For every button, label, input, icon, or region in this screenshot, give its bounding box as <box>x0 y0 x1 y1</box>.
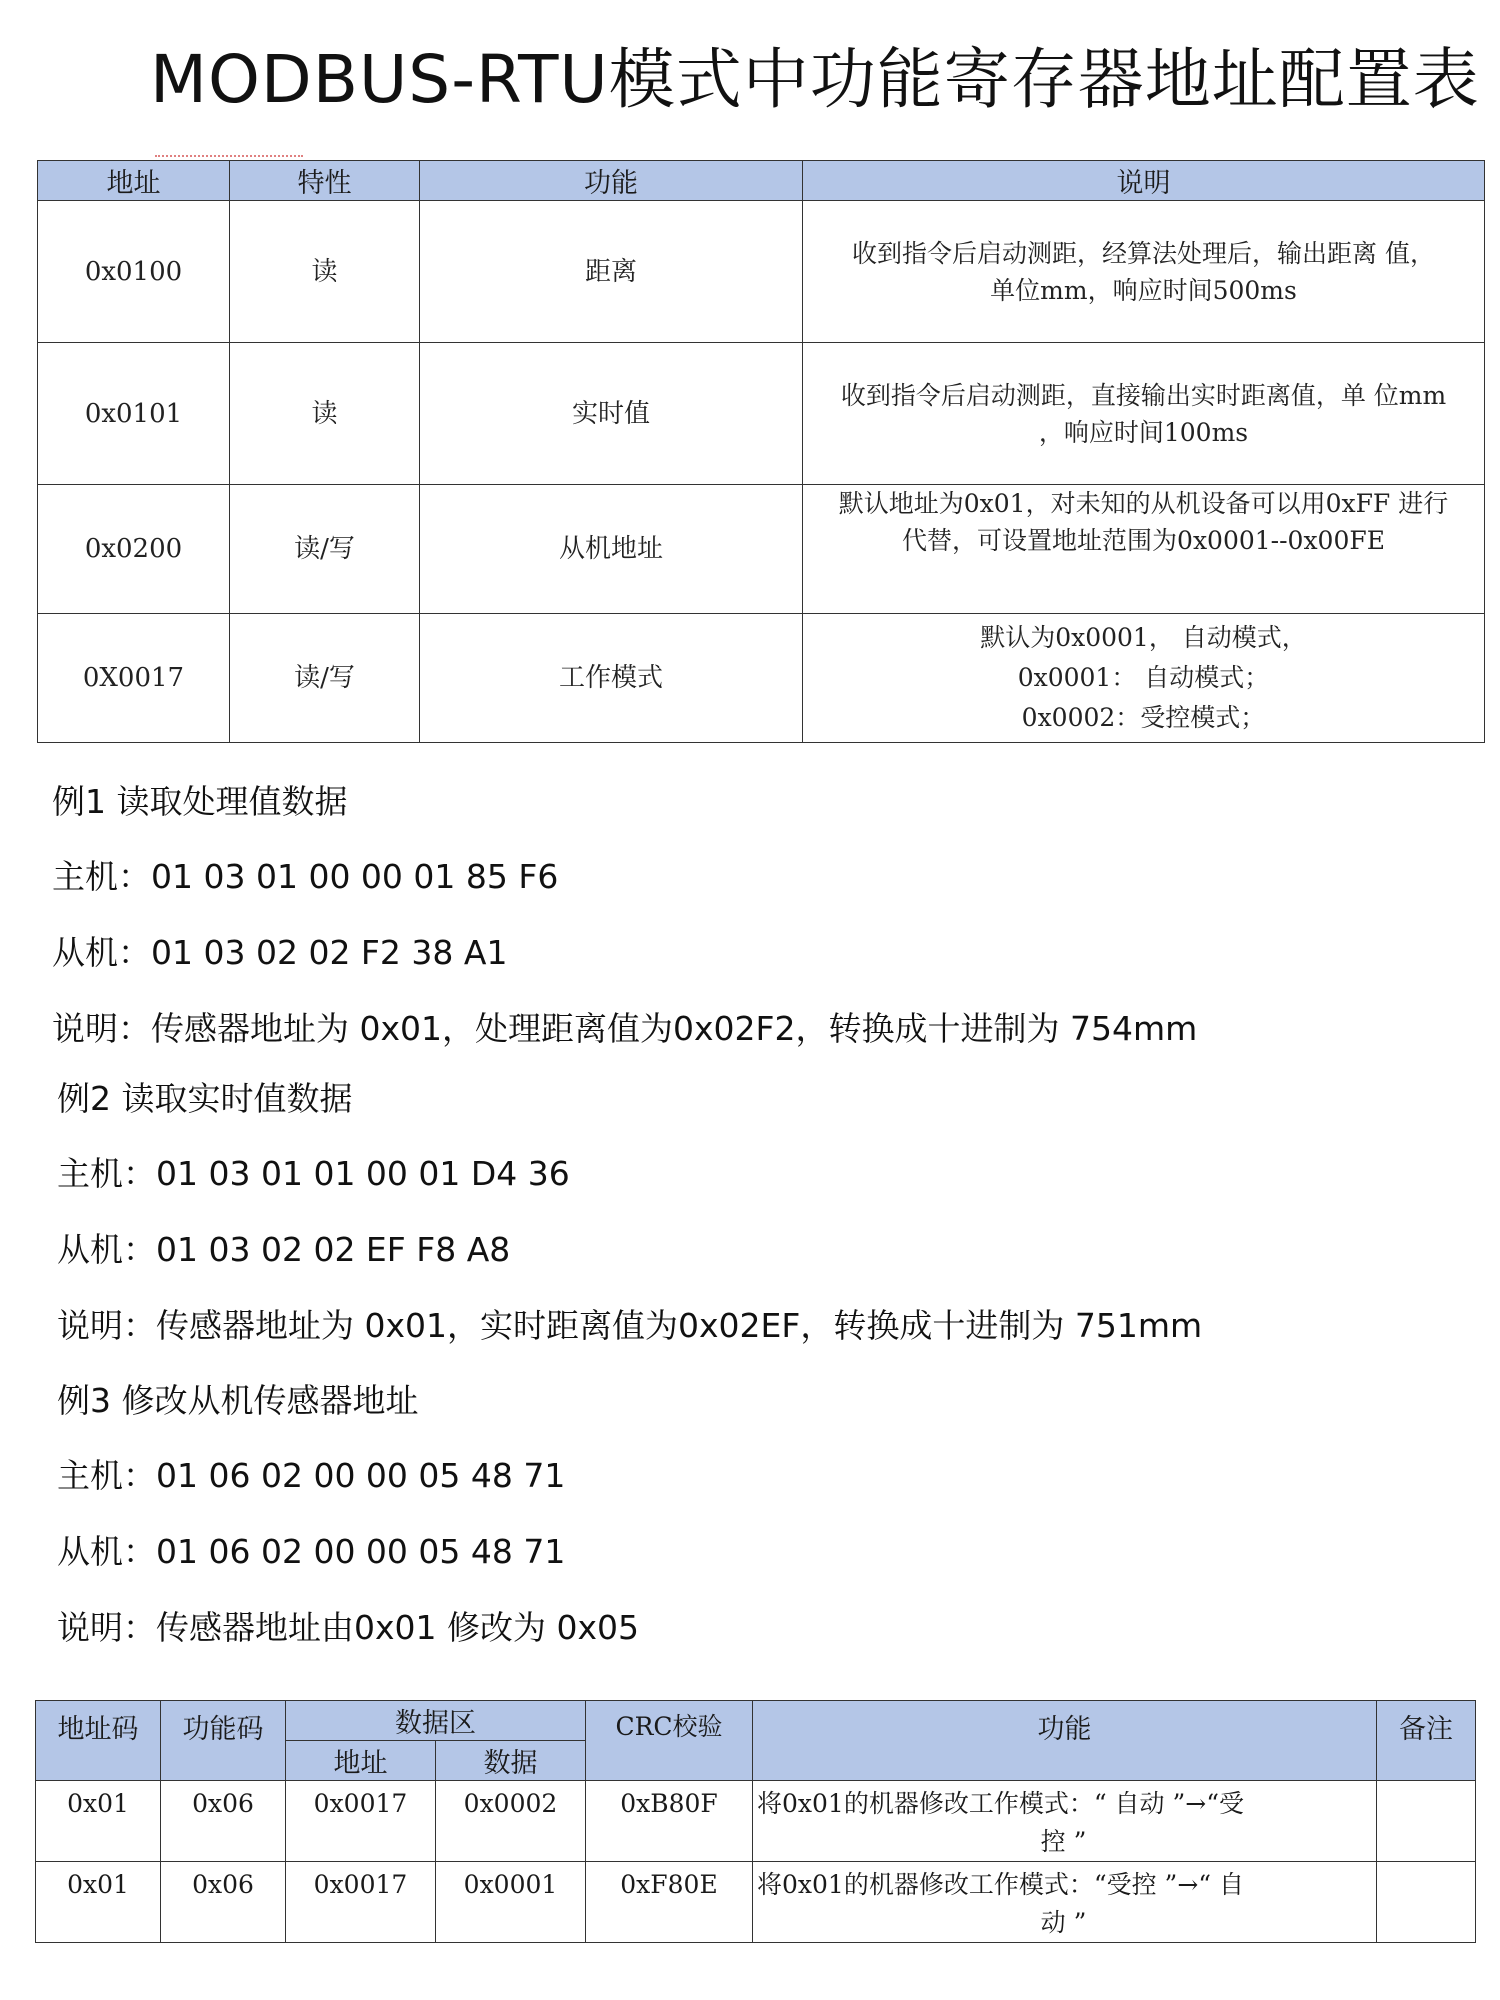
cell-address: 0x0200 <box>38 485 230 614</box>
example-3-master: 主机：01 06 02 00 00 05 48 71 <box>57 1456 566 1495</box>
cell-function-code: 0x06 <box>161 1781 286 1862</box>
cell-address: 0x0101 <box>38 343 230 485</box>
example-2-slave: 从机：01 03 02 02 EF F8 A8 <box>57 1230 511 1269</box>
cell-address-code: 0x01 <box>36 1862 161 1943</box>
table-row <box>36 1781 1476 1862</box>
cell-remark <box>1377 1781 1476 1862</box>
description-line: 代替，可设置地址范围为0x0001--0x00FE <box>902 526 1385 555</box>
example-2-note: 说明：传感器地址为 0x01，实时距离值为0x02EF，转换成十进制为 751mm <box>57 1306 1203 1345</box>
cell-function: 距离 <box>420 201 803 343</box>
example-2-master: 主机：01 03 01 01 00 01 D4 36 <box>57 1154 570 1193</box>
table-row <box>36 1862 1476 1943</box>
table-row <box>38 343 1485 485</box>
cell-description <box>803 614 1485 743</box>
header-attribute: 特性 <box>230 161 420 201</box>
header-function-code: 功能码 <box>161 1701 286 1781</box>
function-line: 控 ” <box>1040 1827 1087 1856</box>
example-3-slave: 从机：01 06 02 00 00 05 48 71 <box>57 1532 566 1571</box>
header-function: 功能 <box>420 161 803 201</box>
page-title: MODBUS-RTU模式中功能寄存器地址配置表 <box>150 41 1480 118</box>
cell-address-code: 0x01 <box>36 1781 161 1862</box>
header-description: 说明 <box>803 161 1485 201</box>
header-crc: CRC校验 <box>586 1701 753 1781</box>
cell-crc: 0xB80F <box>586 1781 753 1862</box>
cell-attribute: 读/写 <box>230 485 420 614</box>
cell-description <box>803 343 1485 485</box>
cell-function <box>753 1862 1377 1943</box>
cell-address: 0x0017 <box>286 1862 436 1943</box>
command-table-header <box>36 1701 1476 1741</box>
register-table <box>37 160 1485 743</box>
cell-function: 从机地址 <box>420 485 803 614</box>
header-sub-address: 地址 <box>286 1741 436 1781</box>
dotted-underline <box>155 155 303 157</box>
table-row <box>38 201 1485 343</box>
description-line: 默认为0x0001， 自动模式， <box>980 623 1307 652</box>
description-line: 0x0001： 自动模式； <box>1017 663 1270 692</box>
description-line: 收到指令后启动测距，直接输出实时距离值，单 位mm <box>840 380 1447 410</box>
example-2-title: 例2 读取实时值数据 <box>57 1079 353 1118</box>
example-1-master: 主机：01 03 01 00 00 01 85 F6 <box>52 857 559 896</box>
header-function: 功能 <box>753 1701 1377 1781</box>
description-line: 单位mm，响应时间500ms <box>990 275 1297 305</box>
cell-attribute: 读 <box>230 343 420 485</box>
cell-function <box>753 1781 1377 1862</box>
header-remark: 备注 <box>1377 1701 1476 1781</box>
header-address-code: 地址码 <box>36 1701 161 1781</box>
function-line: 动 ” <box>1040 1908 1087 1937</box>
cell-function-code: 0x06 <box>161 1862 286 1943</box>
cell-address: 0x0017 <box>286 1781 436 1862</box>
example-3-title: 例3 修改从机传感器地址 <box>57 1381 419 1420</box>
example-3-note: 说明：传感器地址由0x01 修改为 0x05 <box>57 1608 640 1647</box>
cell-attribute: 读/写 <box>230 614 420 743</box>
cell-remark <box>1377 1862 1476 1943</box>
cell-address: 0X0017 <box>38 614 230 743</box>
cell-data: 0x0002 <box>436 1781 586 1862</box>
register-table-header <box>38 161 1485 201</box>
header-sub-data: 数据 <box>436 1741 586 1781</box>
command-table <box>35 1700 1476 1943</box>
cell-address: 0x0100 <box>38 201 230 343</box>
cell-description <box>803 485 1485 614</box>
cell-function: 实时值 <box>420 343 803 485</box>
cell-crc: 0xF80E <box>586 1862 753 1943</box>
example-1-note: 说明：传感器地址为 0x01，处理距离值为0x02F2，转换成十进制为 754mm <box>52 1009 1198 1048</box>
function-line: 将0x01的机器修改工作模式：“ 自动 ”→“受 <box>757 1789 1245 1818</box>
table-row <box>38 614 1485 743</box>
example-1-title: 例1 读取处理值数据 <box>52 782 348 821</box>
cell-description <box>803 201 1485 343</box>
description-line: 默认地址为0x01，对未知的从机设备可以用0xFF 进行 <box>838 489 1449 518</box>
cell-function: 工作模式 <box>420 614 803 743</box>
description-line: 0x0002：受控模式； <box>1021 703 1266 732</box>
table-row <box>38 485 1485 614</box>
header-data-area: 数据区 <box>286 1701 586 1741</box>
cell-attribute: 读 <box>230 201 420 343</box>
header-address: 地址 <box>38 161 230 201</box>
cell-data: 0x0001 <box>436 1862 586 1943</box>
example-1-slave: 从机：01 03 02 02 F2 38 A1 <box>52 933 508 972</box>
function-line: 将0x01的机器修改工作模式：“受控 ”→“ 自 <box>757 1870 1245 1899</box>
description-line: 收到指令后启动测距，经算法处理后，输出距离 值， <box>852 238 1435 268</box>
description-line: ，响应时间100ms <box>1038 417 1249 447</box>
